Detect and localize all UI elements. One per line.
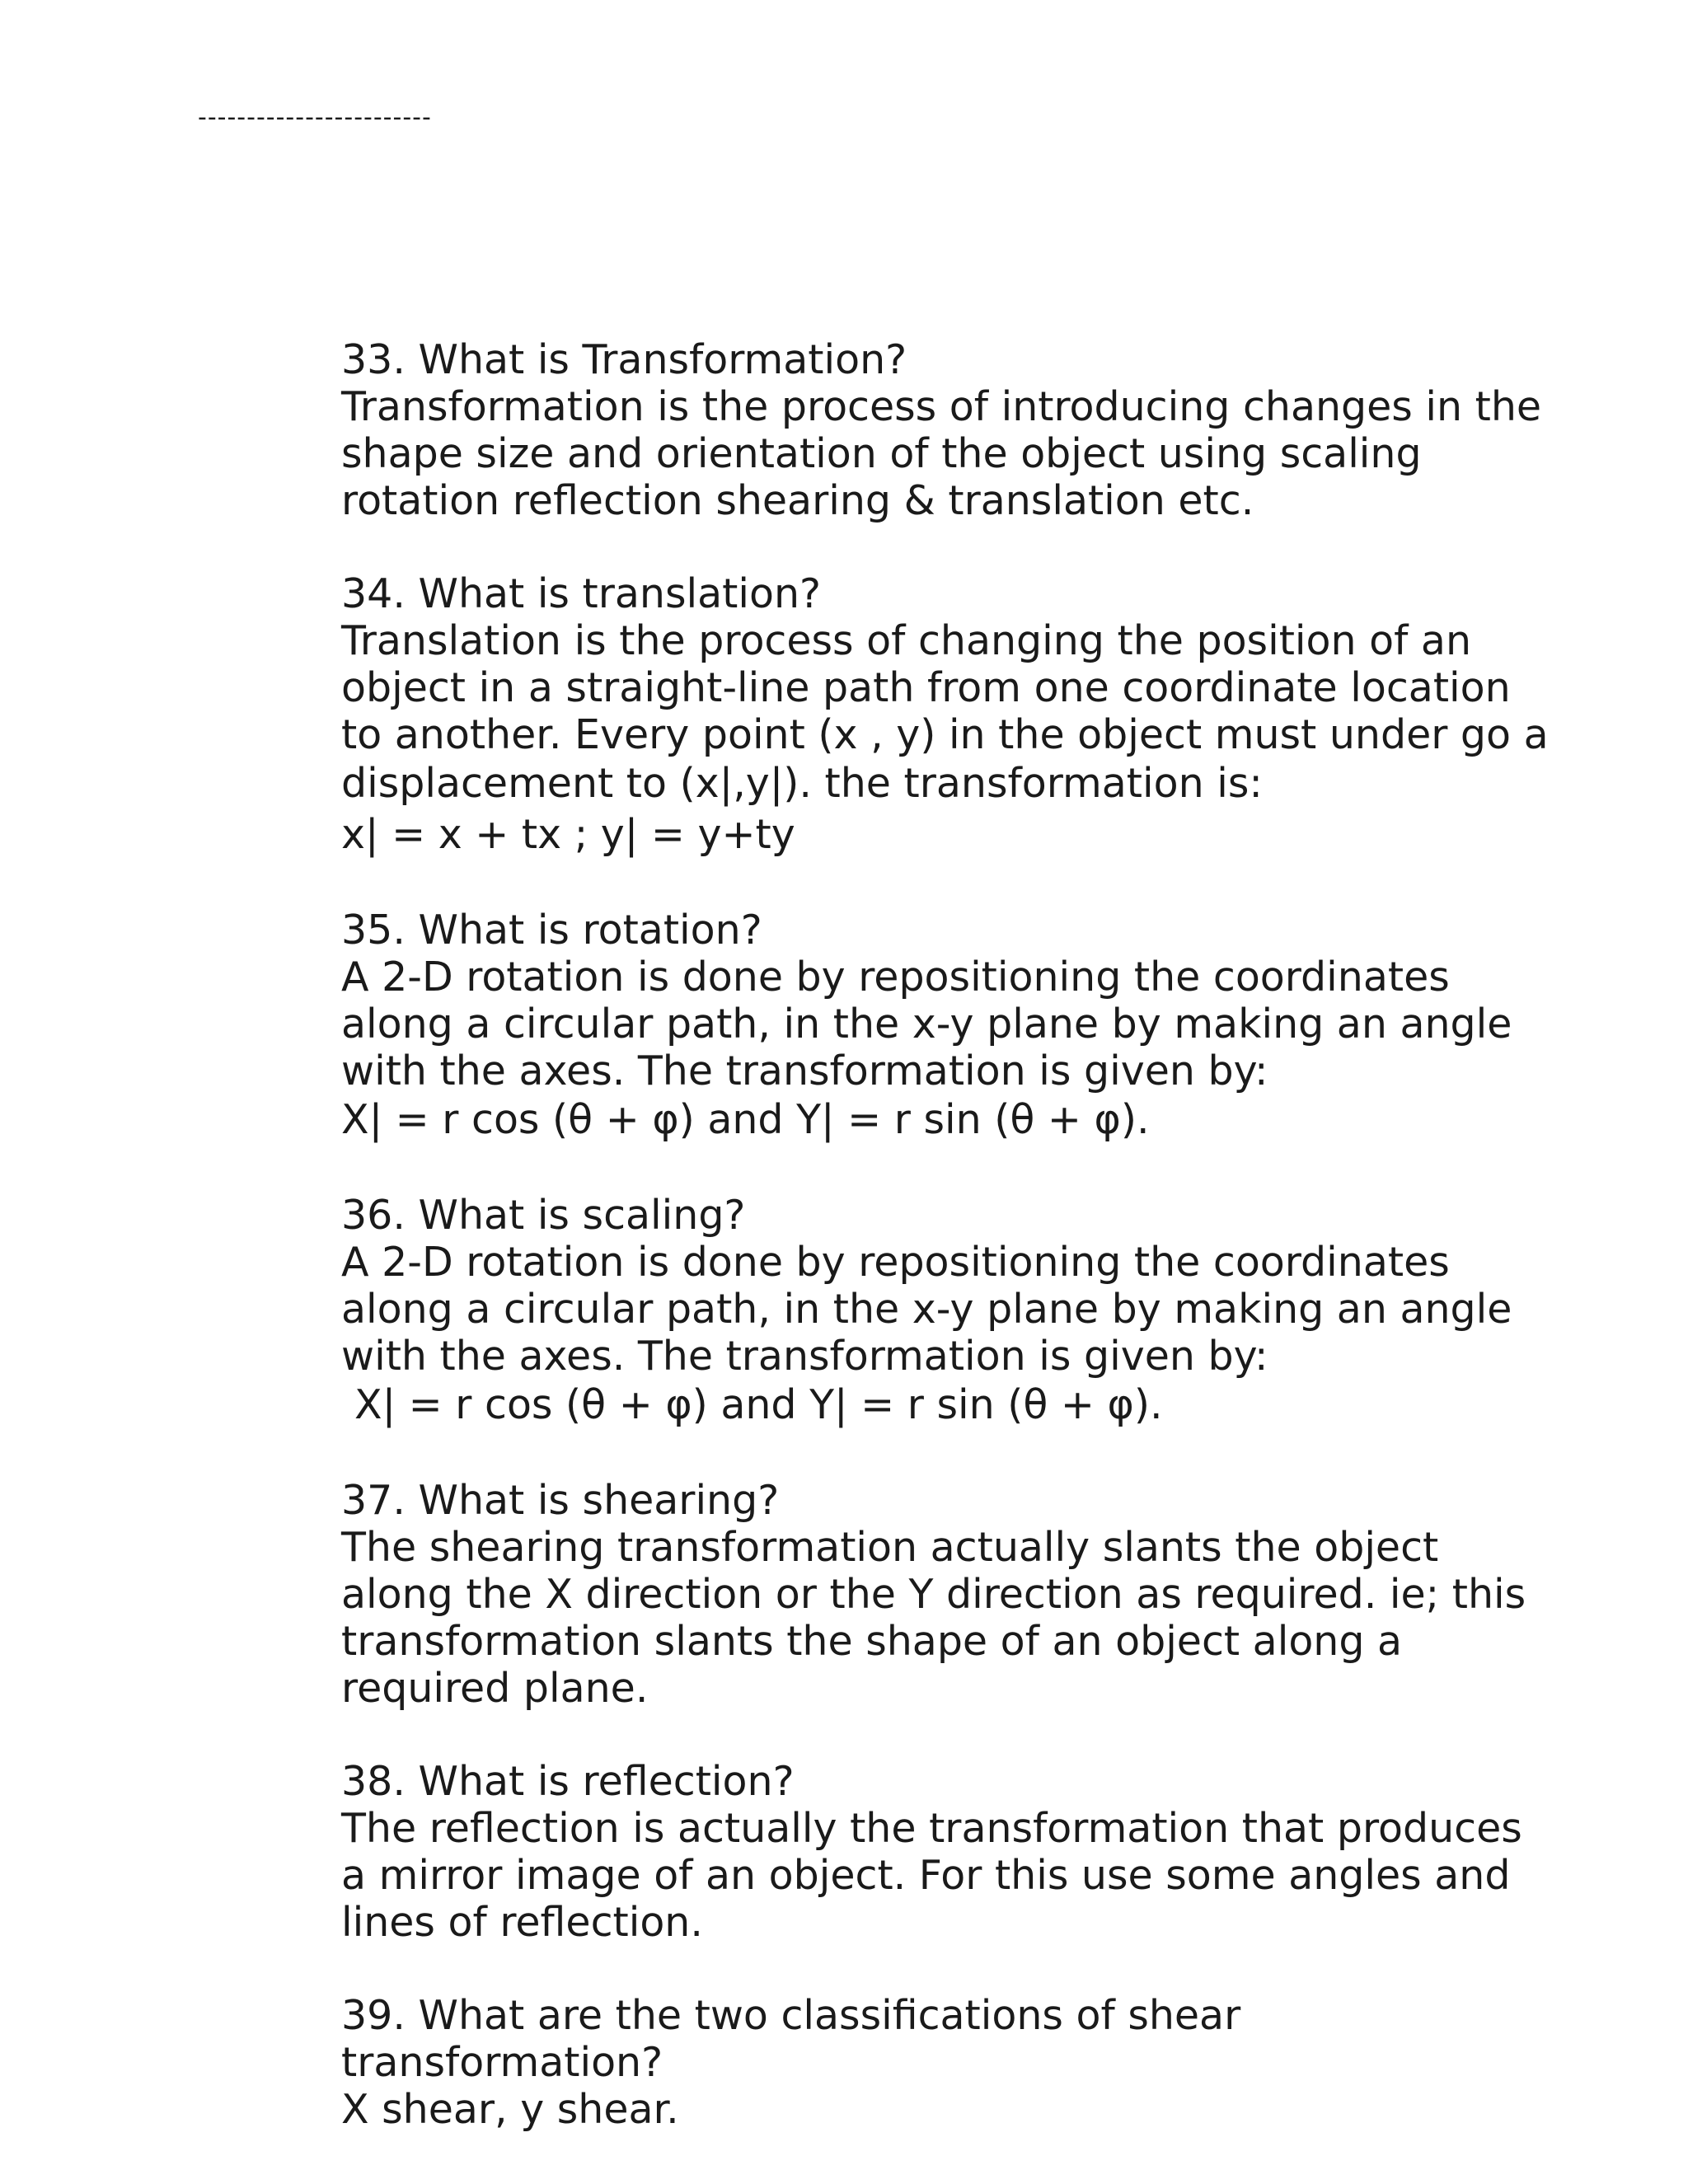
qa-item-36 — [341, 1192, 1578, 1431]
answer-line: lines of reflection. — [341, 1899, 703, 1946]
question-39-continued: transformation? — [341, 2039, 663, 2086]
question-38: 38. What is reflection? — [341, 1758, 795, 1805]
question-39: 39. What are the two classifications of shear — [341, 1992, 1241, 2039]
answer-line: A 2-D rotation is done by repositioning the coordinates — [341, 954, 1450, 1001]
qa-item-33 — [341, 336, 1578, 524]
answer-line: Transformation is the process of introducing changes in the — [341, 383, 1542, 430]
qa-item-34 — [341, 570, 1578, 860]
question-37: 37. What is shearing? — [341, 1477, 780, 1524]
answer-line: The shearing transformation actually slants the object — [341, 1524, 1439, 1571]
answer-line: along the X direction or the Y direction as required. ie; this — [341, 1571, 1526, 1618]
answer-line: required plane. — [341, 1665, 649, 1712]
qa-item-35 — [341, 907, 1578, 1146]
formula-36: X| = r cos (θ + φ) and Y| = r sin (θ + φ). — [354, 1381, 1163, 1428]
answer-line: rotation reflection shearing & translation etc. — [341, 477, 1254, 524]
answer-line: to another. Every point (x , y) in the object must under go a — [341, 711, 1549, 758]
qa-item-38 — [341, 1758, 1578, 1946]
answer-line: along a circular path, in the x-y plane by making an angle — [341, 1001, 1512, 1047]
answer-line: along a circular path, in the x-y plane by making an angle — [341, 1286, 1512, 1333]
answer-line: displacement to (x|,y|). the transformation is: — [341, 760, 1263, 807]
document-body — [341, 336, 1578, 2179]
answer-line: A 2-D rotation is done by repositioning the coordinates — [341, 1239, 1450, 1286]
formula-35: X| = r cos (θ + φ) and Y| = r sin (θ + φ). — [341, 1096, 1150, 1143]
answer-line: X shear, y shear. — [341, 2086, 679, 2133]
answer-line: Translation is the process of changing the position of an — [341, 617, 1472, 664]
answer-line: object in a straight-line path from one coordinate location — [341, 664, 1511, 711]
question-36: 36. What is scaling? — [341, 1192, 746, 1239]
qa-item-37 — [341, 1477, 1578, 1712]
answer-line: shape size and orientation of the object using scaling — [341, 430, 1422, 477]
answer-line: a mirror image of an object. For this use some angles and — [341, 1852, 1511, 1899]
formula-34: x| = x + tx ; y| = y+ty — [341, 811, 795, 858]
question-33: 33. What is Transformation? — [341, 336, 907, 383]
question-34: 34. What is translation? — [341, 570, 822, 617]
answer-line: transformation slants the shape of an object along a — [341, 1618, 1403, 1665]
answer-line: with the axes. The transformation is given by: — [341, 1047, 1268, 1094]
answer-line: with the axes. The transformation is given by: — [341, 1333, 1268, 1380]
question-35: 35. What is rotation? — [341, 907, 762, 954]
qa-item-39 — [341, 1992, 1578, 2133]
page-separator: ------------------------ — [198, 103, 432, 132]
answer-line: The reflection is actually the transformation that produces — [341, 1805, 1522, 1852]
